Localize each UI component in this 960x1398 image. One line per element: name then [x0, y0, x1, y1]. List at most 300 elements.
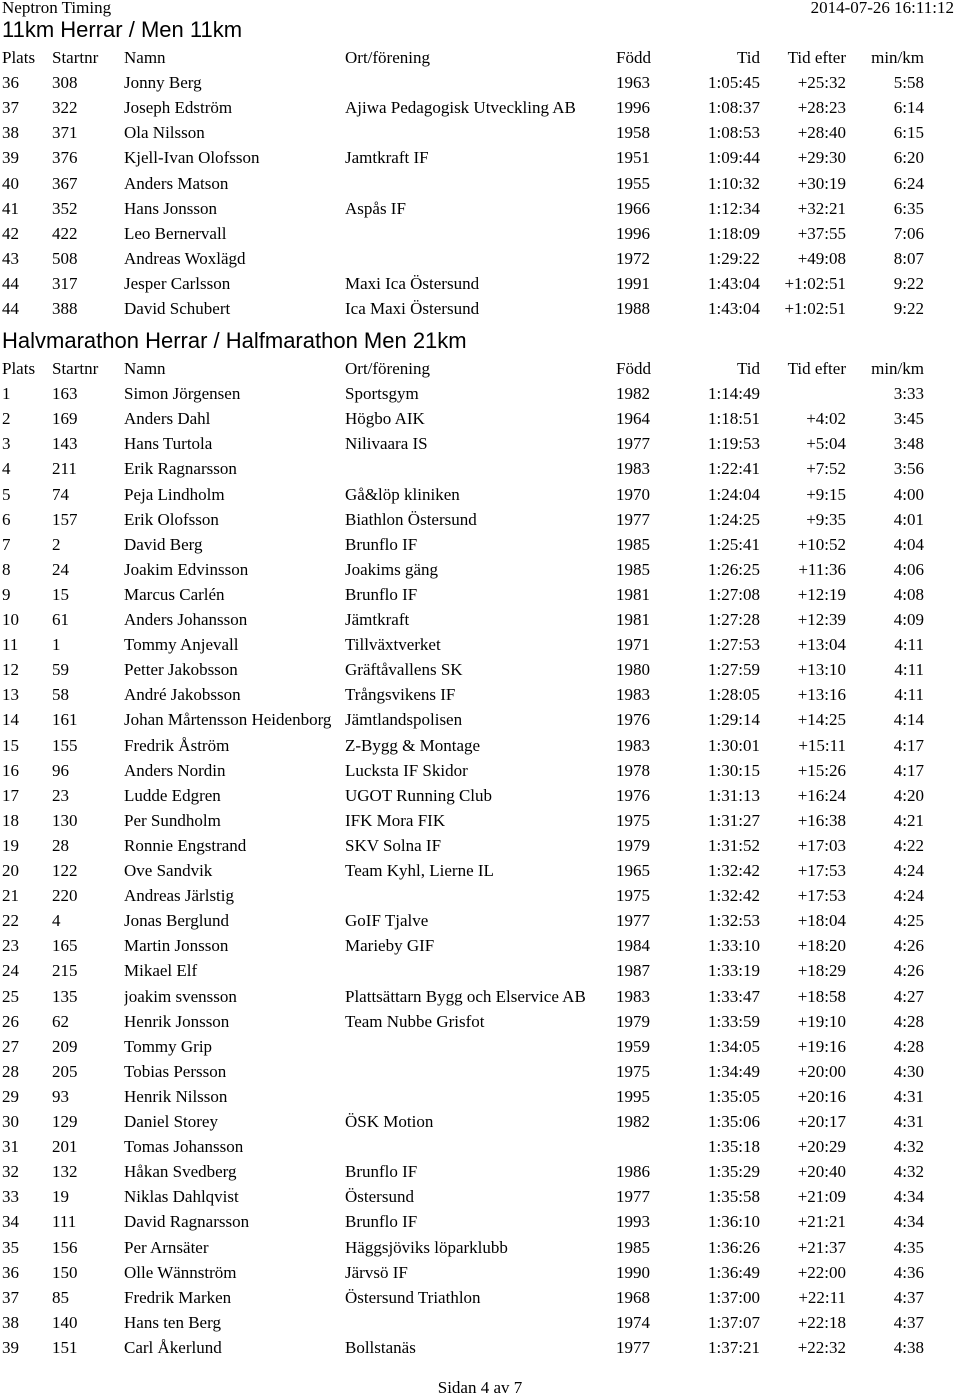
cell-fodd: 1991: [616, 273, 650, 293]
cell-fodd: 1996: [616, 98, 650, 118]
cell-ort: Gräftåvallens SK: [345, 660, 463, 680]
cell-plats: 41: [2, 198, 19, 218]
cell-ort: Gå&löp kliniken: [345, 484, 460, 504]
cell-startnr: 215: [52, 961, 78, 981]
cell-namn: Martin Jonsson: [124, 936, 229, 956]
cell-tid: Tid: [736, 48, 760, 67]
cell-fodd: 1977: [616, 434, 650, 454]
cell-startnr: 129: [52, 1112, 78, 1131]
table-row: [0, 908, 960, 933]
cell-plats: 5: [2, 484, 11, 504]
table-row: [0, 657, 960, 682]
cell-startnr: 161: [52, 710, 78, 730]
cell-tid: 1:22:41: [708, 459, 760, 479]
cell-fodd: 1985: [616, 559, 650, 579]
cell-tid-efter: +7:52: [806, 459, 846, 479]
cell-startnr: 143: [52, 434, 78, 454]
cell-ort: Jämtlandspolisen: [345, 710, 463, 730]
cell-tid-efter: +10:52: [797, 534, 846, 554]
cell-namn: Erik Ragnarsson: [124, 459, 237, 479]
cell-namn: Carl Åkerlund: [124, 1337, 222, 1357]
cell-tid: 1:30:01: [708, 735, 760, 755]
cell-plats: 17: [2, 785, 19, 805]
cell-fodd: 1977: [616, 1187, 650, 1207]
table-row: [0, 783, 960, 808]
cell-namn: Anders Matson: [124, 173, 229, 193]
cell-ort: Östersund Triathlon: [345, 1287, 481, 1307]
cell-plats: 36: [2, 73, 19, 93]
table-row: [0, 1260, 960, 1285]
cell-namn: Johan Mårtensson Heidenborg: [124, 710, 332, 730]
cell-min-km: 4:31: [893, 1112, 924, 1131]
cell-ort: Team Kyhl, Lierne IL: [345, 861, 494, 880]
cell-ort: Joakims gäng: [345, 559, 439, 579]
cell-tid: 1:19:53: [708, 434, 760, 454]
cell-min-km: 4:17: [893, 735, 924, 755]
cell-tid: 1:08:37: [708, 98, 760, 118]
cell-min-km: 6:14: [893, 98, 924, 118]
cell-plats: 44: [2, 273, 19, 293]
cell-min-km: 4:11: [894, 660, 924, 680]
cell-fodd: 1966: [616, 198, 650, 218]
cell-min-km: 4:06: [893, 559, 924, 579]
table-row: [0, 958, 960, 983]
cell-plats: 44: [2, 299, 19, 318]
cell-fodd: 1959: [616, 1036, 650, 1056]
table-header-row: [0, 356, 960, 381]
cell-namn: Per Arnsäter: [124, 1237, 209, 1257]
cell-ort: Östersund: [345, 1187, 414, 1207]
cell-ort: Tillväxtverket: [345, 635, 441, 655]
cell-tid: 1:27:59: [708, 660, 760, 680]
cell-startnr: 19: [52, 1187, 69, 1207]
cell-fodd: 1975: [616, 886, 650, 906]
cell-plats: 11: [2, 635, 19, 655]
cell-min-km: 3:48: [893, 434, 924, 454]
cell-tid-efter: +1:02:51: [784, 299, 846, 318]
cell-tid: 1:43:04: [708, 273, 760, 293]
cell-startnr: 156: [52, 1237, 78, 1257]
cell-ort: Jämtkraft: [345, 610, 410, 629]
cell-startnr: 111: [52, 1212, 77, 1232]
cell-startnr: 151: [52, 1337, 78, 1357]
cell-startnr: 165: [52, 936, 78, 956]
cell-min-km: 6:20: [893, 148, 924, 168]
cell-plats: 40: [2, 173, 19, 193]
cell-tid: 1:37:00: [708, 1287, 760, 1307]
cell-plats: 7: [2, 534, 11, 554]
cell-min-km: 4:09: [893, 610, 924, 629]
cell-plats: 8: [2, 559, 11, 579]
cell-tid-efter: +18:29: [797, 961, 846, 981]
cell-min-km: min/km: [871, 48, 924, 67]
cell-fodd: 1975: [616, 1061, 650, 1081]
cell-namn: Peja Lindholm: [124, 484, 225, 504]
cell-tid-efter: +30:19: [797, 173, 846, 193]
cell-plats: 4: [2, 459, 11, 479]
cell-namn: Andreas Järlstig: [124, 886, 235, 906]
cell-tid-efter: +15:26: [797, 760, 846, 780]
cell-ort: Maxi Ica Östersund: [345, 273, 480, 293]
cell-min-km: 4:28: [893, 1036, 924, 1056]
table-row: [0, 482, 960, 507]
cell-min-km: 4:11: [894, 685, 924, 705]
table-row: [0, 381, 960, 406]
cell-tid: 1:36:49: [708, 1262, 760, 1282]
cell-startnr: 163: [52, 384, 78, 404]
table-row: [0, 1059, 960, 1084]
cell-namn: Olle Wännström: [124, 1262, 237, 1282]
table-row: [0, 1209, 960, 1234]
table-row: [0, 883, 960, 908]
cell-tid: 1:32:42: [708, 886, 760, 906]
cell-startnr: 4: [52, 911, 61, 931]
cell-min-km: 4:27: [893, 986, 924, 1006]
cell-plats: 23: [2, 936, 19, 956]
cell-tid: 1:35:29: [708, 1162, 760, 1182]
cell-min-km: 4:22: [893, 835, 924, 855]
cell-tid-efter: +22:18: [797, 1312, 846, 1332]
cell-fodd: 1980: [616, 660, 650, 680]
cell-tid: 1:05:45: [708, 73, 760, 93]
cell-namn: Tommy Anjevall: [124, 635, 239, 655]
cell-namn: Henrik Jonsson: [124, 1011, 230, 1031]
cell-tid-efter: +15:11: [798, 735, 846, 755]
cell-startnr: 367: [52, 173, 78, 193]
cell-tid-efter: +1:02:51: [784, 273, 846, 293]
cell-fodd: 1995: [616, 1086, 650, 1106]
cell-tid-efter: +20:17: [797, 1112, 846, 1131]
cell-fodd: 1982: [616, 1112, 650, 1131]
cell-tid-efter: +18:20: [797, 936, 846, 956]
cell-namn: Ove Sandvik: [124, 861, 213, 880]
cell-fodd: 1971: [616, 635, 650, 655]
table-row: [0, 145, 960, 170]
cell-ort: Brunflo IF: [345, 1162, 418, 1182]
cell-startnr: 59: [52, 660, 69, 680]
section-title: 11km Herrar / Men 11km: [2, 17, 243, 42]
cell-tid-efter: +22:32: [797, 1337, 846, 1357]
cell-min-km: 4:04: [893, 534, 924, 554]
cell-tid: 1:12:34: [708, 198, 760, 218]
table-row: [0, 246, 960, 271]
print-timestamp: 2014-07-26 16:11:12: [810, 0, 954, 17]
cell-startnr: 150: [52, 1262, 78, 1282]
table-row: [0, 196, 960, 221]
table-row: [0, 557, 960, 582]
cell-namn: Jonas Berglund: [124, 911, 229, 931]
cell-startnr: 2: [52, 534, 61, 554]
page-header: [0, 0, 960, 18]
cell-fodd: 1990: [616, 1262, 650, 1282]
cell-tid: 1:33:59: [708, 1011, 760, 1031]
cell-tid: 1:28:05: [708, 685, 760, 705]
cell-plats: 37: [2, 1287, 19, 1307]
cell-fodd: 1955: [616, 173, 650, 193]
cell-startnr: 132: [52, 1162, 78, 1182]
cell-plats: 28: [2, 1061, 19, 1081]
cell-plats: 20: [2, 861, 19, 880]
cell-tid: 1:34:49: [708, 1061, 760, 1081]
cell-min-km: 4:31: [893, 1086, 924, 1106]
table-row: [0, 221, 960, 246]
cell-namn: Jesper Carlsson: [124, 273, 231, 293]
table-row: [0, 933, 960, 958]
table-row: [0, 607, 960, 632]
cell-plats: 29: [2, 1086, 19, 1106]
cell-namn: Namn: [124, 48, 166, 67]
cell-tid: 1:09:44: [708, 148, 760, 168]
cell-fodd: 1978: [616, 760, 650, 780]
cell-min-km: 4:37: [893, 1287, 924, 1307]
cell-startnr: 15: [52, 584, 69, 604]
cell-min-km: 9:22: [893, 273, 924, 293]
cell-plats: Plats: [2, 359, 36, 378]
cell-startnr: 28: [52, 835, 69, 855]
cell-tid-efter: Tid efter: [787, 48, 846, 67]
cell-tid: 1:33:10: [708, 936, 760, 956]
cell-tid: 1:08:53: [708, 123, 760, 143]
cell-startnr: 388: [52, 299, 78, 318]
cell-fodd: Född: [616, 359, 651, 378]
cell-startnr: 140: [52, 1312, 78, 1332]
cell-fodd: 1979: [616, 835, 650, 855]
cell-tid-efter: +13:16: [797, 685, 846, 705]
cell-startnr: 317: [52, 273, 78, 293]
table-row: [0, 296, 960, 321]
cell-namn: Simon Jörgensen: [124, 384, 241, 404]
cell-tid-efter: +32:21: [797, 198, 846, 218]
cell-startnr: 135: [52, 986, 78, 1006]
cell-tid: 1:35:58: [708, 1187, 760, 1207]
cell-namn: David Ragnarsson: [124, 1212, 250, 1232]
cell-tid: Tid: [736, 359, 760, 378]
cell-plats: 9: [2, 584, 11, 604]
cell-namn: Tobias Persson: [124, 1061, 227, 1081]
cell-tid: 1:37:21: [708, 1337, 760, 1357]
cell-tid: 1:33:47: [708, 986, 760, 1006]
cell-plats: 21: [2, 886, 19, 906]
cell-min-km: 4:11: [894, 635, 924, 655]
cell-tid-efter: +22:00: [797, 1262, 846, 1282]
cell-startnr: 85: [52, 1287, 69, 1307]
cell-ort: Brunflo IF: [345, 1212, 418, 1232]
cell-startnr: 62: [52, 1011, 69, 1031]
cell-fodd: 1981: [616, 610, 650, 629]
cell-tid-efter: +18:58: [797, 986, 846, 1006]
cell-namn: Namn: [124, 359, 166, 378]
cell-namn: Anders Johansson: [124, 610, 248, 629]
cell-namn: Andreas Woxlägd: [124, 248, 246, 268]
cell-plats: 12: [2, 660, 19, 680]
cell-min-km: 4:34: [893, 1187, 924, 1207]
cell-min-km: 3:45: [893, 409, 924, 429]
cell-tid: 1:18:09: [708, 223, 760, 243]
cell-min-km: 4:14: [893, 710, 924, 730]
cell-tid-efter: +9:15: [806, 484, 846, 504]
cell-plats: 39: [2, 148, 19, 168]
cell-ort: Lucksta IF Skidor: [345, 760, 468, 780]
cell-tid-efter: +19:10: [797, 1011, 846, 1031]
cell-fodd: 1988: [616, 299, 650, 318]
cell-min-km: 4:17: [893, 760, 924, 780]
cell-plats: 13: [2, 685, 19, 705]
timing-org: Neptron Timing: [2, 0, 112, 17]
cell-ort: Brunflo IF: [345, 584, 418, 604]
cell-startnr: 211: [52, 459, 77, 479]
cell-tid: 1:25:41: [708, 534, 760, 554]
cell-min-km: 6:15: [893, 123, 924, 143]
cell-min-km: 3:56: [893, 459, 924, 479]
cell-ort: Bollstanäs: [345, 1337, 416, 1357]
cell-namn: Fredrik Åström: [124, 735, 230, 755]
cell-startnr: 24: [52, 559, 69, 579]
cell-plats: 35: [2, 1237, 19, 1257]
cell-tid: 1:32:42: [708, 861, 760, 880]
cell-plats: 14: [2, 710, 19, 730]
cell-startnr: 74: [52, 484, 69, 504]
cell-startnr: 169: [52, 409, 78, 429]
cell-startnr: 352: [52, 198, 78, 218]
cell-tid: 1:34:05: [708, 1036, 760, 1056]
cell-fodd: 1977: [616, 1337, 650, 1357]
cell-tid-efter: +16:24: [797, 785, 846, 805]
cell-namn: Ronnie Engstrand: [124, 835, 247, 855]
cell-ort: Nilivaara IS: [345, 434, 428, 454]
cell-fodd: 1983: [616, 459, 650, 479]
table-row: [0, 632, 960, 657]
cell-ort: Ort/förening: [345, 48, 430, 67]
cell-fodd: 1951: [616, 148, 650, 168]
cell-tid-efter: +28:40: [797, 123, 846, 143]
cell-startnr: Startnr: [52, 359, 99, 378]
cell-fodd: 1968: [616, 1287, 650, 1307]
cell-tid-efter: +9:35: [806, 509, 846, 529]
cell-plats: 3: [2, 434, 11, 454]
table-row: [0, 1335, 960, 1360]
cell-tid: 1:27:53: [708, 635, 760, 655]
cell-min-km: 4:28: [893, 1011, 924, 1031]
cell-ort: UGOT Running Club: [345, 785, 493, 805]
cell-namn: Joakim Edvinsson: [124, 559, 249, 579]
cell-ort: Aspås IF: [345, 198, 406, 218]
cell-tid: 1:27:08: [708, 584, 760, 604]
cell-tid-efter: +14:25: [797, 710, 846, 730]
cell-tid-efter: +16:38: [797, 810, 846, 830]
cell-plats: 10: [2, 610, 19, 629]
cell-tid: 1:31:27: [708, 810, 760, 830]
cell-plats: Plats: [2, 48, 36, 67]
cell-fodd: 1987: [616, 961, 650, 981]
cell-min-km: 4:35: [893, 1237, 924, 1257]
cell-startnr: 1: [52, 635, 61, 655]
cell-namn: Ludde Edgren: [124, 785, 221, 805]
cell-min-km: 4:21: [893, 810, 924, 830]
cell-min-km: 4:26: [893, 961, 924, 981]
table-header-row: [0, 45, 960, 70]
cell-ort: Jamtkraft IF: [345, 148, 429, 168]
cell-tid-efter: +37:55: [797, 223, 846, 243]
cell-tid: 1:27:28: [708, 610, 760, 629]
cell-ort: Z-Bygg & Montage: [345, 735, 481, 755]
table-row: [0, 707, 960, 732]
cell-tid-efter: +21:09: [797, 1187, 846, 1207]
table-row: [0, 1310, 960, 1335]
cell-tid-efter: +20:16: [797, 1086, 846, 1106]
cell-fodd: 1965: [616, 861, 650, 880]
cell-tid-efter: +20:29: [797, 1137, 846, 1157]
cell-fodd: 1976: [616, 785, 650, 805]
cell-plats: 19: [2, 835, 19, 855]
cell-startnr: 58: [52, 685, 69, 705]
cell-namn: Fredrik Marken: [124, 1287, 232, 1307]
cell-tid-efter: +17:53: [797, 861, 846, 880]
cell-startnr: 122: [52, 861, 78, 880]
cell-startnr: 308: [52, 73, 78, 93]
cell-fodd: 1963: [616, 73, 650, 93]
cell-startnr: 155: [52, 735, 78, 755]
table-row: [0, 682, 960, 707]
cell-tid-efter: +21:37: [797, 1237, 846, 1257]
cell-tid-efter: +28:23: [797, 98, 846, 118]
cell-fodd: 1958: [616, 123, 650, 143]
cell-fodd: 1985: [616, 1237, 650, 1257]
cell-plats: 33: [2, 1187, 19, 1207]
cell-namn: David Berg: [124, 534, 203, 554]
cell-namn: Tomas Johansson: [124, 1137, 244, 1157]
cell-min-km: 4:32: [893, 1137, 924, 1157]
cell-tid-efter: Tid efter: [787, 359, 846, 378]
cell-min-km: 4:36: [893, 1262, 924, 1282]
cell-startnr: 220: [52, 886, 78, 906]
cell-plats: 37: [2, 98, 19, 118]
cell-min-km: 4:25: [893, 911, 924, 931]
cell-fodd: 1981: [616, 584, 650, 604]
cell-min-km: 6:35: [893, 198, 924, 218]
cell-fodd: 1972: [616, 248, 650, 268]
cell-fodd: 1970: [616, 484, 650, 504]
cell-fodd: 1996: [616, 223, 650, 243]
cell-namn: Marcus Carlén: [124, 584, 225, 604]
cell-fodd: 1977: [616, 509, 650, 529]
cell-fodd: Född: [616, 48, 651, 67]
cell-namn: Joseph Edström: [124, 98, 233, 118]
cell-fodd: 1985: [616, 534, 650, 554]
table-row: [0, 431, 960, 456]
cell-plats: 15: [2, 735, 19, 755]
cell-tid-efter: +20:00: [797, 1061, 846, 1081]
cell-namn: Per Sundholm: [124, 810, 221, 830]
cell-namn: Håkan Svedberg: [124, 1162, 237, 1182]
cell-tid: 1:30:15: [708, 760, 760, 780]
section-title: Halvmarathon Herrar / Halfmarathon Men 21km: [2, 328, 467, 353]
cell-min-km: 4:08: [893, 584, 924, 604]
cell-tid: 1:26:25: [708, 559, 760, 579]
cell-startnr: 157: [52, 509, 78, 529]
cell-min-km: 8:07: [893, 248, 924, 268]
table-row: [0, 1134, 960, 1159]
cell-tid-efter: +12:19: [797, 584, 846, 604]
cell-tid-efter: +13:04: [797, 635, 846, 655]
cell-min-km: 4:20: [893, 785, 924, 805]
cell-fodd: 1964: [616, 409, 650, 429]
cell-tid-efter: +20:40: [797, 1162, 846, 1182]
table-row: [0, 758, 960, 783]
cell-plats: 25: [2, 986, 19, 1006]
cell-tid: 1:14:49: [708, 384, 760, 404]
cell-tid: 1:31:13: [708, 785, 760, 805]
cell-ort: GoIF Tjalve: [345, 911, 429, 931]
